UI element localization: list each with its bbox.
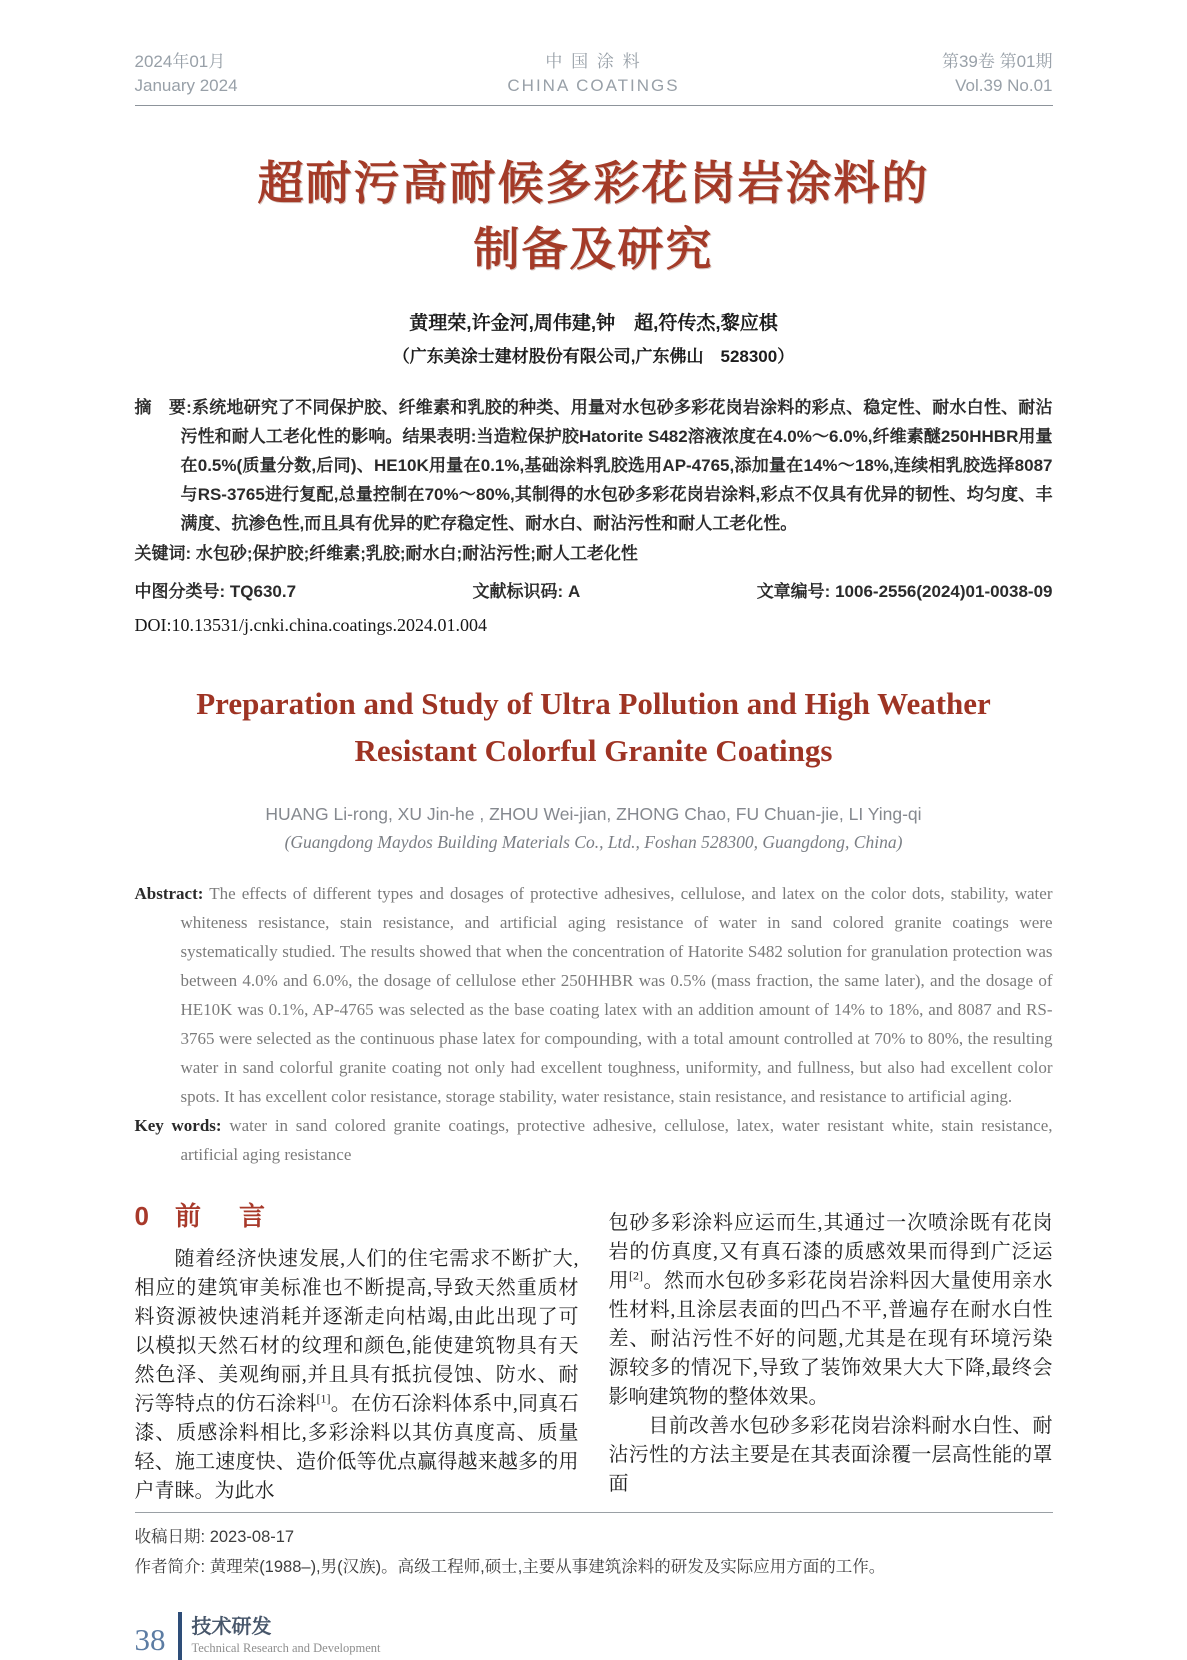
keywords-zh-text: 水包砂;保护胶;纤维素;乳胶;耐水白;耐沾污性;耐人工老化性 xyxy=(195,544,638,563)
abstract-zh-text: 系统地研究了不同保护胶、纤维素和乳胶的种类、用量对水包砂多彩花岗岩涂料的彩点、稳定性、耐水白性、耐沾污性和耐人工老化性的影响。结果表明:当造粒保护胶Hatorite S482溶液浓度在4.0%～6.0%,纤维素醚250HHBR用量在0.5%(质量分数,后同)、HE10K用量在0.1%,基础涂料乳胶选用AP-4765,添加量在14%～18%,连续相乳胶选择8087与RS-3765进行复配,总量控制在70%～80%,其制得的水包砂多彩花岗岩涂料,彩点不仅具有优异的韧性、均匀度、丰满度、抗渗色性,而且具有优异的贮存稳定性、耐水白、耐沾污性和耐人工老化性。 xyxy=(180,398,1053,533)
bio-label: 作者简介: xyxy=(134,1558,206,1576)
title-zh-line1: 超耐污高耐候多彩花岗岩涂料的 xyxy=(257,157,930,209)
article-number xyxy=(757,577,1053,602)
affiliation-zh: （广东美涂士建材股份有限公司,广东佛山 528300） xyxy=(392,347,795,366)
page-footer xyxy=(135,1612,1053,1660)
keywords-en-text: water in sand colored granite coatings, protective adhesive, cellulose, latex, water resistant white, stain resistance, artificial aging resistance xyxy=(180,1116,1053,1164)
journal-header xyxy=(135,50,1053,106)
left-column xyxy=(135,1199,579,1506)
header-issue xyxy=(793,50,1053,98)
authors-zh: 黄理荣,许金河,周伟建,钟 超,符传杰,黎应棋 xyxy=(409,313,778,334)
footer-column-zh: 技术研发 xyxy=(191,1616,272,1638)
bio-value: 黄理荣(1988–),男(汉族)。高级工程师,硕士,主要从事建筑涂料的研发及实际应用方面的工作。 xyxy=(209,1558,886,1576)
doc-code-label: 文献标识码: xyxy=(472,582,564,601)
keywords-zh-label: 关键词: xyxy=(134,544,192,563)
keywords-en-label: Key words: xyxy=(134,1116,222,1135)
citation-ref-1: [1] xyxy=(316,1391,331,1406)
intro-paragraph-1-continued xyxy=(609,1209,1053,1412)
received-date-line xyxy=(135,1522,1053,1552)
header-date-en: January 2024 xyxy=(134,76,238,95)
section-number: 0 xyxy=(134,1201,149,1231)
intro-paragraph-1 xyxy=(135,1245,579,1506)
clc-label: 中图分类号: xyxy=(134,582,226,601)
abstract-en xyxy=(135,879,1053,1111)
header-date xyxy=(135,50,395,98)
footer-column-en: Technical Research and Development xyxy=(191,1641,381,1655)
section-title: 前 言 xyxy=(174,1201,271,1231)
author-bio-line xyxy=(135,1552,1053,1582)
authors-en: HUANG Li-rong, XU Jin-he , ZHOU Wei-jian, ZHONG Chao, FU Chuan-jie, LI Ying-qi xyxy=(265,804,922,824)
title-en-line1: Preparation and Study of Ultra Pollution and High Weather xyxy=(196,686,991,721)
clc-value: TQ630.7 xyxy=(229,582,297,601)
footer-column-title xyxy=(192,1615,381,1657)
page-number: 38 xyxy=(134,1622,166,1657)
document-code xyxy=(473,577,581,602)
issue-zh: 第39卷 第01期 xyxy=(941,52,1053,71)
section-heading-intro xyxy=(135,1199,579,1233)
classification-row xyxy=(135,577,1053,602)
body-columns xyxy=(135,1199,1053,1506)
paper-page xyxy=(135,0,1053,1660)
doi-line: DOI:10.13531/j.cnki.china.coatings.2024.01.004 xyxy=(134,615,487,635)
journal-name-en: CHINA COATINGS xyxy=(507,76,680,95)
keywords-zh xyxy=(135,539,1053,568)
affiliation-en: (Guangdong Maydos Building Materials Co., Ltd., Foshan 528300, Guangdong, China) xyxy=(284,832,903,852)
intro-p1-text-cont: 。在仿石涂料体系中,同真石漆、质感涂料相比,多彩涂料以其仿真度高、质量轻、施工速度快、造价低等优点赢得越来越多的用户青睐。为此水 xyxy=(134,1393,579,1502)
issue-en: Vol.39 No.01 xyxy=(955,76,1053,95)
abstract-zh-label: 摘 要: xyxy=(134,398,192,417)
keywords-en xyxy=(135,1111,1053,1169)
footnote-block xyxy=(135,1512,1053,1582)
article-no-label: 文章编号: xyxy=(756,582,831,601)
abstract-zh xyxy=(135,393,1053,538)
intro-p2-text-cont: 。然而水包砂多彩花岗岩涂料因大量使用亲水性材料,且涂层表面的凹凸不平,普遍存在耐水白性差、耐沾污性不好的问题,尤其是在现有环境污染源较多的情况下,导致了装饰效果大大下降,最终会影响建筑物的整体效果。 xyxy=(608,1270,1053,1408)
citation-ref-2: [2] xyxy=(628,1268,643,1283)
clc-number xyxy=(135,577,297,602)
journal-name-zh: 中 国 涂 料 xyxy=(545,52,642,71)
article-title-zh xyxy=(135,150,1053,282)
right-column xyxy=(609,1199,1053,1506)
title-zh-line2: 制备及研究 xyxy=(473,223,714,275)
intro-paragraph-2 xyxy=(609,1412,1053,1499)
header-journal-name xyxy=(395,50,793,98)
header-date-zh: 2024年01月 xyxy=(134,52,226,71)
abstract-en-label: Abstract: xyxy=(134,884,204,903)
article-no-value: 1006-2556(2024)01-0038-09 xyxy=(835,582,1053,601)
intro-p2-text: 包砂多彩涂料应运而生,其通过一次喷涂既有花岗岩的仿真度,又有真石漆的质感效果而得到广泛运用 xyxy=(608,1212,1053,1292)
intro-p3-text: 目前改善水包砂多彩花岗岩涂料耐水白性、耐沾污性的方法主要是在其表面涂覆一层高性能的罩面 xyxy=(608,1415,1053,1495)
abstract-en-text: The effects of different types and dosages of protective adhesives, cellulose, and latex on the color dots, stability, water whiteness resistance, stain resistance, and artificial aging resistance of water in sand colored granite coatings were systematically studied. The results showed that when the concentration of Hatorite S482 solution for granulation protection was between 4.0% and 6.0%, the dosage of cellulose ether 250HHBR was 0.5% (mass fraction, the same later), and the dosage of HE10K was 0.1%, AP-4765 was selected as the base coating latex with an addition amount of 14% to 18%, and 8087 and RS-3765 were selected as the continuous phase latex for compounding, with a total amount controlled at 70% to 80%, the resulting water in sand colorful granite coating not only had excellent toughness, uniformity, and fullness, but also had excellent color spots. It has excellent color resistance, storage stability, water resistance, stain resistance, and resistance to artificial aging. xyxy=(180,884,1053,1106)
footer-divider-bar xyxy=(178,1612,182,1660)
received-label: 收稿日期: xyxy=(134,1528,206,1546)
title-en-line2: Resistant Colorful Granite Coatings xyxy=(354,733,833,768)
article-title-en xyxy=(135,680,1053,774)
doc-code-value: A xyxy=(567,582,581,601)
intro-p1-text: 随着经济快速发展,人们的住宅需求不断扩大,相应的建筑审美标准也不断提高,导致天然重质材料资源被快速消耗并逐渐走向枯竭,由此出现了可以模拟天然石材的纹理和颜色,能使建筑物具有天然色泽、美观绚丽,并且具有抵抗侵蚀、防水、耐污等特点的仿石涂料 xyxy=(134,1248,579,1415)
received-value: 2023-08-17 xyxy=(209,1528,295,1546)
